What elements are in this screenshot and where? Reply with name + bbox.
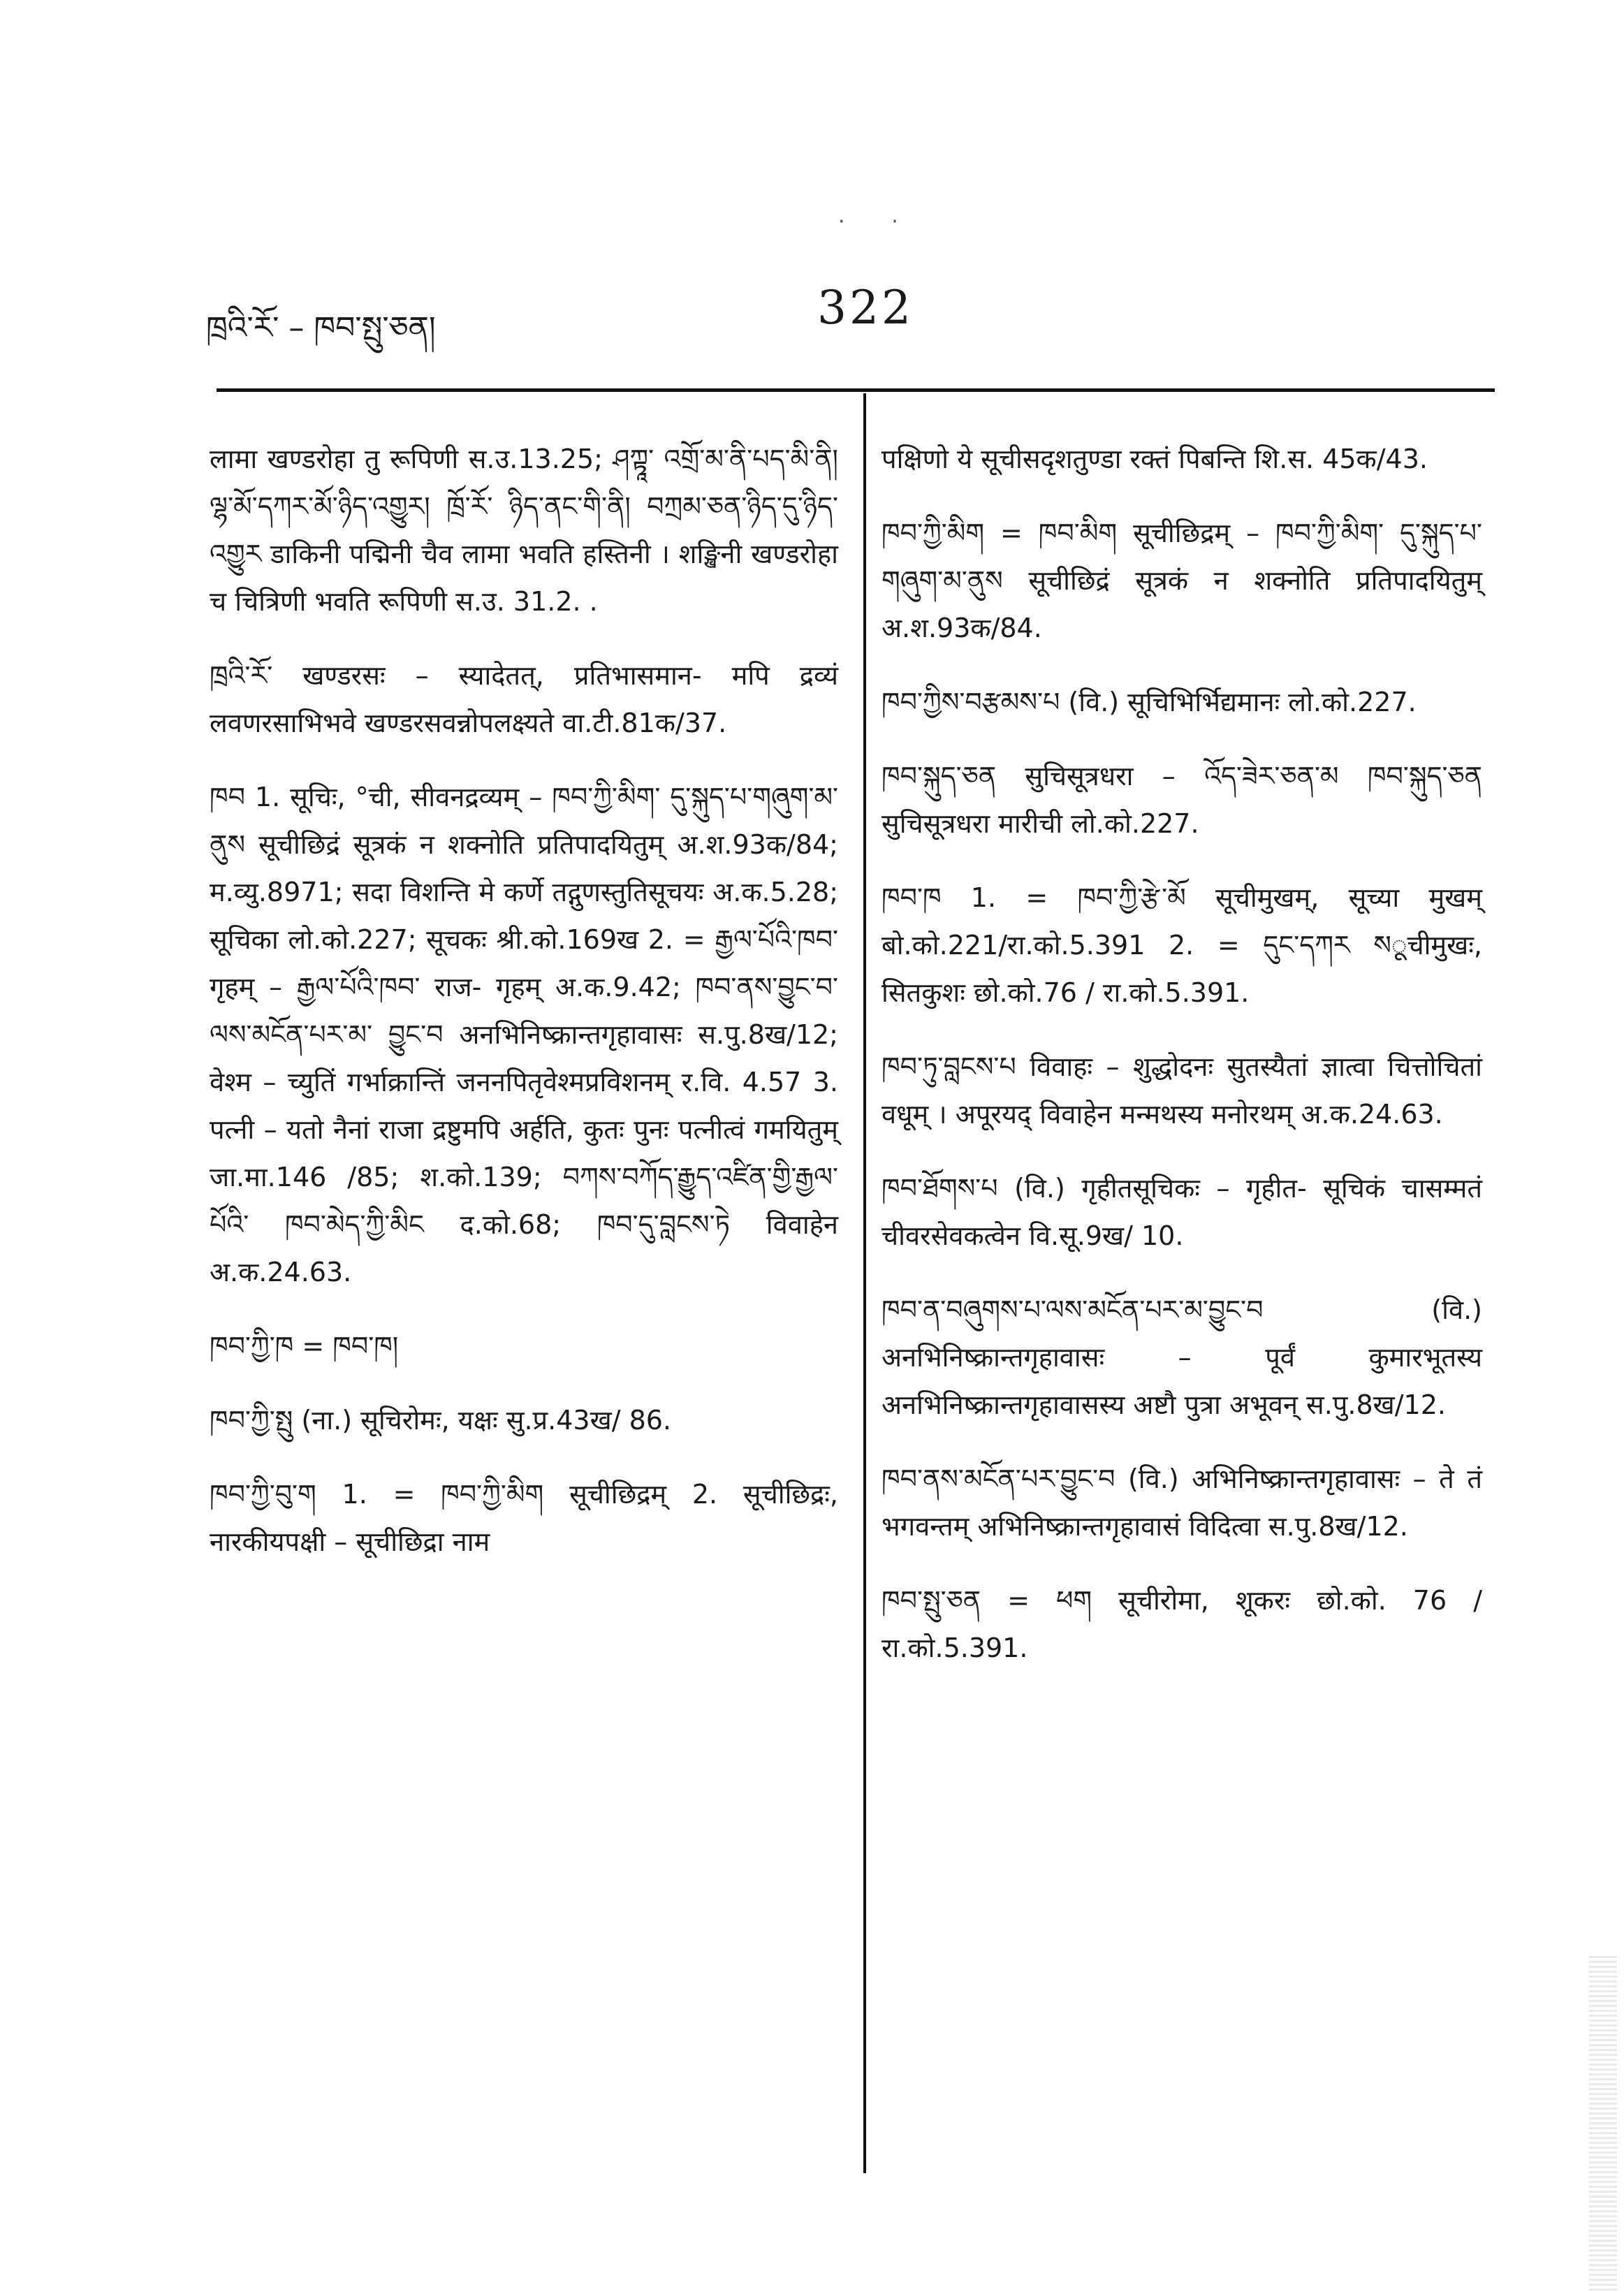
dictionary-entry: ཁབ་ན་བཞུགས་པ་ལས་མངོན་པར་མ་བྱུང་བ (वि.) अनभिनिष्क्रान्तगृहावासः – पूर्वं कुमारभूतस्य अनभिनिष्क्रान्तगृहावासस्य अष्टौ पुत्रा अभूवन् स.पु.8ख/12. [882, 1294, 1482, 1420]
column-divider [863, 393, 866, 2173]
page-number: 322 [817, 281, 914, 335]
dictionary-entry: ཁྲའི་རོ་ खण्डरसः – स्यादेतत्, प्रतिभासमान- मपि द्रव्यं लवणरसाभिभवे खण्डरसवन्नोपलक्ष्यते वा.टी.81क/37. [210, 660, 838, 738]
header-rule [217, 388, 1495, 392]
dictionary-entry: ཁབ་ཀྱི་སྤུ (ना.) सूचिरोमः, यक्षः सु.प्र.43ख/ 86. [210, 1405, 672, 1436]
dictionary-entry: ཁབ་ཀྱི་ཁ = ཁབ་ཁ། [210, 1331, 399, 1362]
dictionary-entry: ཁབ་ཁ 1. = ཁབ་ཀྱི་རྩེ་མོ सूचीमुखम्, सूच्या मुखम् बो.को.221/रा.को.5.391 2. = དུང་དཀར སूचीमुखः, सितकुशः छो.को.76 / रा.को.5.391. [882, 882, 1482, 1008]
dictionary-entry: ཁབ་ཏུ་བླངས་པ विवाहः – शुद्धोदनः सुतस्यैतां ज्ञात्वा चित्तोचितां वधूम् । अपूरयद् विवाहेन मन्मथस्य मनोरथम् अ.क.24.63. [882, 1051, 1482, 1130]
scan-edge-noise [1589, 1956, 1617, 2291]
left-column [210, 409, 838, 1584]
dictionary-entry: ཁབ་ཀྱི་བུ་ག 1. = ཁབ་ཀྱི་མིག सूचीछिद्रम् 2. सूचीछिद्रः, नारकीयपक्षी – सूचीछिद्रा नाम [210, 1479, 838, 1557]
dictionary-entry: ཁབ་ཀྱིས་བརྩམས་པ (वि.) सूचिभिर्भिद्यमानः लो.को.227. [882, 687, 1417, 717]
dictionary-entry: ཁབ་ཐོགས་པ (वि.) गृहीतसूचिकः – गृहीत- सूचिकं चासम्मतं चीवरसेवकत्वेन वि.सू.9ख/ 10. [882, 1173, 1482, 1251]
dictionary-entry: ཁབ་སྤུ་ཅན = ཕག सूचीरोमा, शूकरः छो.को. 76 / रा.को.5.391. [882, 1585, 1482, 1663]
dictionary-entry: ཁབ་ཀྱི་མིག = ཁབ་མིག सूचीछिद्रम् – ཁབ་ཀྱི་མིག་ དུ་སྐུད་པ་གཞུག་མ་ནུས सूचीछिद्रं सूत्रकं न शक्नोति प्रतिपादयितुम् अ.श.93क/84. [882, 518, 1482, 643]
scan-speck: · · [838, 210, 898, 234]
dictionary-entry: लामा खण्डरोहा तु रूपिणी स.उ.13.25; ཤཀྟཱ་ འགྲོ་མ་ནི་པད་མི་ནི། ལྷ་མོ་དཀར་མོ་ཉིད་འགྱུར། ཁྲོ་རོ་ ཉིད་ནང་གི་ནི། བཀྲམ་ཅན་ཉིད་དུ་ཉིད་འགྱུར डाकिनी पद्मिनी चैव लामा भवति हस्तिनी । शङ्खिनी खण्डरोहा च चित्रिणी भवति रूपिणी स.उ. 31.2. . [210, 444, 838, 617]
dictionary-entry: ཁབ་སྐུད་ཅན सुचिसूत्रधरा – འོད་ཟེར་ཅན་མ ཁབ་སྐུད་ཅན सुचिसूत्रधरा मारीची लो.को.227. [882, 761, 1482, 839]
right-column [882, 409, 1482, 1690]
dictionary-entry: ཁབ་ནས་མངོན་པར་བྱུང་བ (वि.) अभिनिष्क्रान्तगृहावासः – ते तं भगवन्तम् अभिनिष्क्रान्तगृहावासं विदित्वा स.पु.8ख/12. [882, 1463, 1482, 1542]
dictionary-entry: पक्षिणो ये सूचीसदृशतुण्डा रक्तं पिबन्ति शि.स. 45क/43. [882, 444, 1428, 474]
header-range: ཁྲའི་རོ་ – ཁབ་སྤུ་ཅན། [206, 310, 436, 346]
dictionary-entry: ཁབ 1. सूचिः, °ची, सीवनद्रव्यम् – ཁབ་ཀྱི་མིག་ དུ་སྐུད་པ་གཞུག་མ་ནུས सूचीछिद्रं सूत्रकं न शक्नोति प्रतिपादयितुम् अ.श.93क/84; म.व्यु.8971; सदा विशन्ति मे कर्णे तद्गुणस्तुतिसूचयः अ.क.5.28; सूचिका लो.को.227; सूचकः श्री.को.169ख 2. = རྒྱལ་པོའི་ཁབ་ गृहम् – རྒྱལ་པོའི་ཁབ་ राज- गृहम् अ.क.9.42; ཁབ་ནས་བྱུང་བ་ལས་མངོན་པར་མ་ བྱུང་བ अनभिनिष्क्रान्तगृहावासः स.पु.8ख/12; वेश्म – च्युतिं गर्भाक्रान्तिं जननपितृवेश्मप्रविशनम् र.वि. 4.57 3. पत्नी – यतो नैनां राजा द्रष्टुमपि अर्हति, कुतः पुनः पत्नीत्वं गमयितुम् जा.मा.146 /85; श.को.139; བཀས་བཀོད་རྒྱུད་འཛིན་གྱི་རྒྱལ་པོའི་ ཁབ་མེད་ཀྱི་མིང द.को.68; ཁབ་དུ་བླངས་ཏེ विवाहेन अ.क.24.63. [210, 782, 838, 1287]
